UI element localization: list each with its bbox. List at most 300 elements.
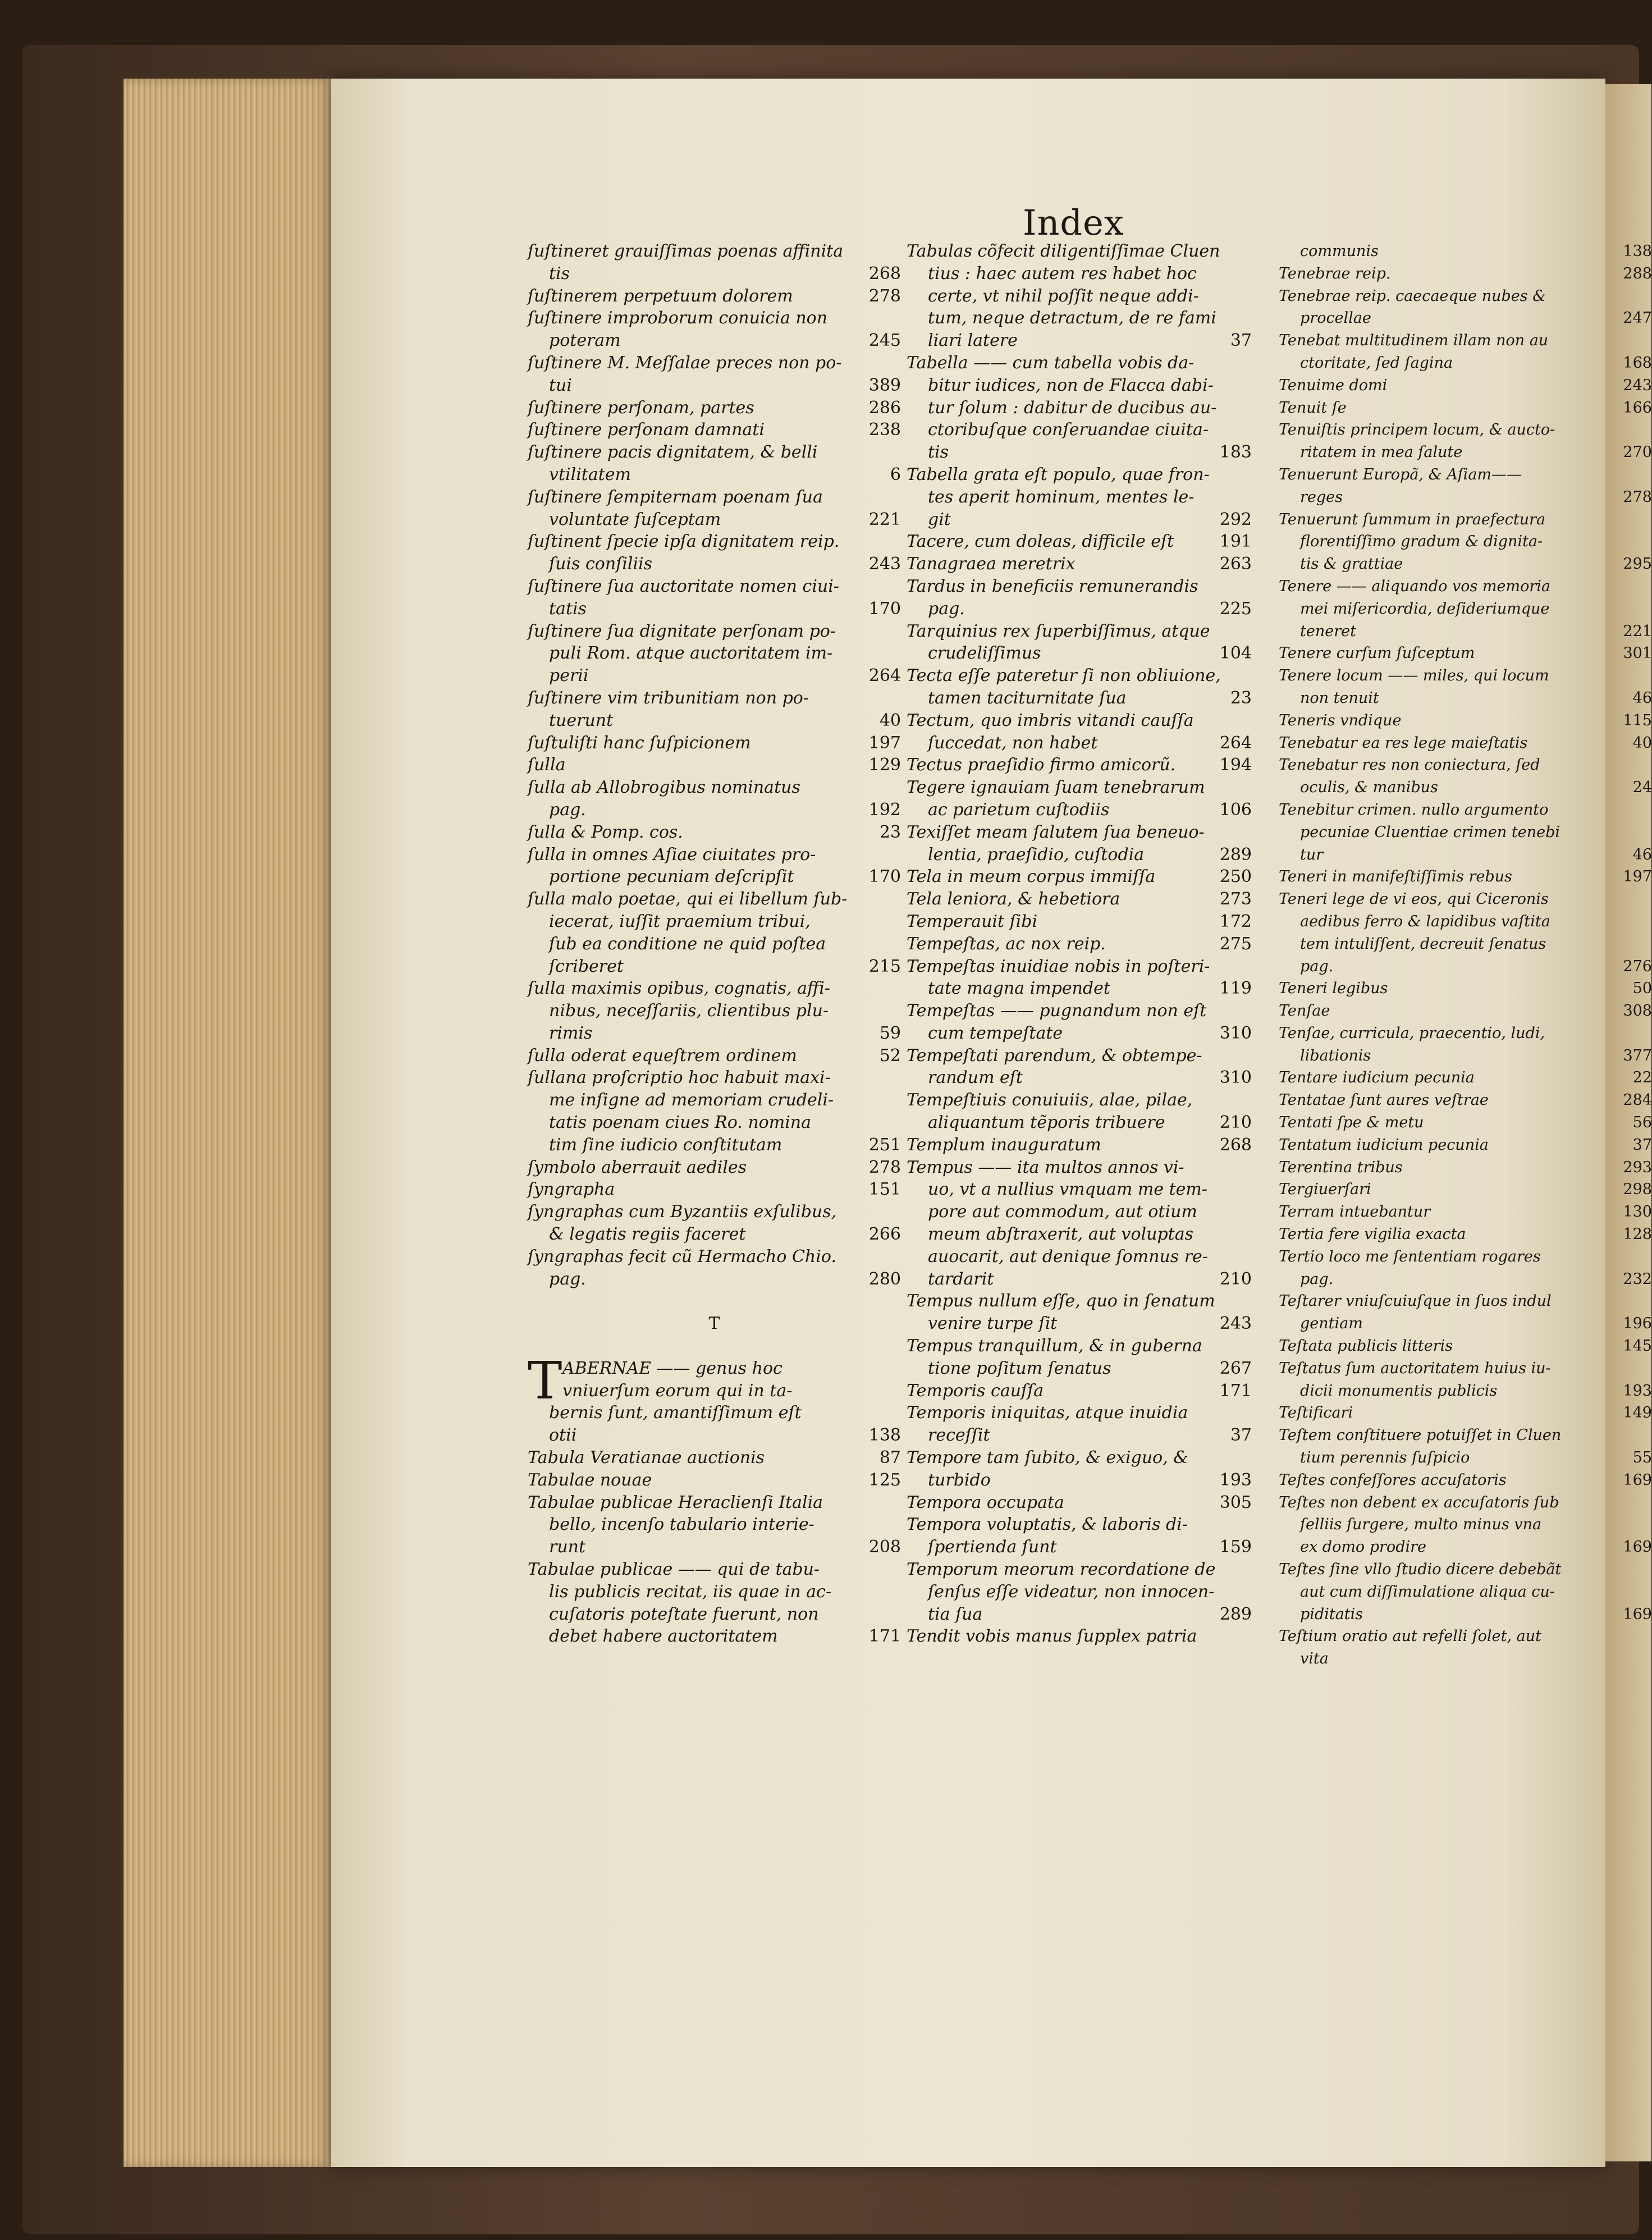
- entry-text: ABERNAE —— genus hoc: [562, 1358, 782, 1378]
- page-number: 264: [868, 666, 901, 686]
- index-entry-line: [907, 1581, 1252, 1603]
- index-entry-line: [528, 285, 901, 308]
- entry-text: tius : haec autem res habet hoc: [928, 263, 1197, 284]
- index-entry-line: [907, 1335, 1252, 1357]
- entry-text: Teſtatus ſum auctoritatem huius iu-: [1279, 1359, 1551, 1377]
- index-entry-line: [528, 1112, 901, 1134]
- entry-text: Tempeſtas inuidiae nobis in poſteri-: [907, 956, 1210, 976]
- page-number: 125: [868, 1470, 901, 1490]
- index-entry-line: [1279, 509, 1652, 531]
- page-number: 138: [868, 1425, 901, 1446]
- entry-text: me inſigne ad memoriam crudeli-: [549, 1090, 834, 1110]
- index-entry-line: [907, 307, 1252, 330]
- entry-text: mei miſericordia, deſideriumque: [1300, 600, 1550, 618]
- index-entry-line: [1279, 575, 1652, 598]
- index-entry-line: [907, 754, 1252, 776]
- page-number: 106: [1219, 799, 1252, 820]
- entry-text: Tempus tranquillum, & in guberna: [907, 1336, 1202, 1356]
- entry-text: Teneri in manifeſtiſſimis rebus: [1279, 868, 1512, 886]
- entry-text: tamen taciturnitate ſua: [928, 688, 1127, 708]
- entry-text: ſpertienda ſunt: [928, 1537, 1057, 1557]
- entry-text: florentiſſimo gradum & dignita-: [1300, 533, 1543, 551]
- entry-text: Tenſae, curricula, praecentio, ludi,: [1279, 1024, 1545, 1042]
- entry-text: Tabulae publicae Heraclienſi Italia: [528, 1492, 823, 1512]
- page-number: 59: [879, 1023, 901, 1043]
- entry-text: receſſit: [928, 1425, 990, 1446]
- index-entry-line: [1279, 1402, 1652, 1424]
- entry-text: Tabulas cõfecit diligentiſſimae Cluen: [907, 241, 1220, 261]
- index-entry-line: [528, 1469, 901, 1492]
- page-number: 145: [1623, 1337, 1652, 1355]
- entry-text: tis: [549, 263, 570, 284]
- index-entry-line: [528, 352, 901, 374]
- page-number: 245: [868, 331, 901, 351]
- page-number: 87: [879, 1448, 901, 1468]
- entry-text: voluntate ſuſceptam: [549, 509, 721, 529]
- index-column-1: [528, 240, 901, 1648]
- entry-text: iecerat, iuſſit praemium tribui,: [549, 911, 811, 931]
- entry-text: lis publicis recitat, iis quae in ac-: [549, 1581, 832, 1602]
- entry-text: ſuſtinent ſpecie ipſa dignitatem reip.: [528, 532, 840, 552]
- index-entry-line: [1279, 1603, 1652, 1626]
- index-column-3: [1279, 240, 1652, 1670]
- index-entry-line: [1279, 1089, 1652, 1112]
- index-entry-line: [907, 575, 1252, 598]
- index-entry-line: [528, 509, 901, 531]
- entry-text: Tenere locum —— miles, qui locum: [1279, 667, 1549, 685]
- index-entry-line: [1279, 1380, 1652, 1402]
- index-entry-line: [907, 1469, 1252, 1492]
- index-entry-line: [1279, 1558, 1652, 1581]
- entry-text: ſuſtinere pacis dignitatem, & belli: [528, 442, 818, 463]
- entry-text: perii: [549, 666, 589, 686]
- index-entry-line: [907, 933, 1252, 956]
- page-number: 6: [890, 464, 901, 484]
- index-entry-line: [1279, 1514, 1652, 1536]
- index-entry-line: [1279, 888, 1652, 911]
- index-entry-line: [1279, 1335, 1652, 1357]
- entry-text: tatis poenam ciues Ro. nomina: [549, 1113, 811, 1133]
- entry-text: ſenſus eſſe videatur, non innocen-: [928, 1581, 1215, 1602]
- page-number: 22: [1632, 1069, 1652, 1087]
- entry-text: Tabella grata eſt populo, quae fron-: [907, 464, 1210, 484]
- index-entry-line: [907, 1134, 1252, 1156]
- entry-text: libationis: [1300, 1046, 1371, 1064]
- index-entry-line: [1279, 665, 1652, 687]
- page-number: 197: [1623, 868, 1652, 886]
- index-entry-line: [528, 710, 901, 732]
- entry-text: tem intuliſſent, decreuit ſenatus: [1300, 935, 1546, 953]
- entry-text: tur ſolum : dabitur de ducibus au-: [928, 397, 1217, 418]
- entry-text: Tacere, cum doleas, difficile eſt: [907, 532, 1174, 552]
- index-entry-line: [528, 1223, 901, 1246]
- page-number: 168: [1623, 354, 1652, 372]
- page-number: 183: [1219, 442, 1252, 463]
- page-number: 149: [1623, 1404, 1652, 1422]
- entry-text: tuerunt: [549, 710, 614, 730]
- entry-text: Teſtem conſtituere potuiſſet in Cluen: [1279, 1427, 1562, 1444]
- index-entry-line: [1279, 1000, 1652, 1022]
- section-letter: [528, 1313, 901, 1335]
- entry-text: communis: [1300, 243, 1379, 260]
- page-number: 289: [1219, 844, 1252, 865]
- index-entry-line: [528, 1424, 901, 1447]
- entry-text: ſyngraphas cum Byzantiis exſulibus,: [528, 1202, 837, 1222]
- entry-text: tium perennis ſuſpicio: [1300, 1449, 1470, 1467]
- entry-text: Tentati ſpe & metu: [1279, 1114, 1424, 1132]
- index-entry-line: [1279, 1045, 1652, 1067]
- index-entry-line: [1279, 1022, 1652, 1045]
- entry-text: Teſtes confeſſores accuſatoris: [1279, 1471, 1507, 1489]
- index-entry-line: [528, 1380, 901, 1402]
- page-number: 215: [868, 956, 901, 976]
- entry-text: tia ſua: [928, 1604, 983, 1624]
- page-number: 50: [1632, 980, 1652, 998]
- index-entry-line: [528, 866, 901, 888]
- entry-text: runt: [549, 1537, 586, 1557]
- entry-text: Tenere curſum ſuſceptum: [1279, 644, 1475, 662]
- index-entry-line: [907, 732, 1252, 755]
- page-number: 194: [1219, 755, 1252, 775]
- page-number: 276: [1623, 957, 1652, 975]
- page-number: 280: [868, 1269, 901, 1289]
- index-column-2: [907, 240, 1252, 1648]
- page-number: 208: [868, 1537, 901, 1557]
- index-entry-line: [528, 263, 901, 285]
- page-number: 278: [868, 1157, 901, 1177]
- entry-text: Temporis iniquitas, atque inuidia: [907, 1403, 1188, 1423]
- index-entry-line: [907, 263, 1252, 285]
- index-entry-line: [1279, 486, 1652, 509]
- entry-text: piditatis: [1300, 1605, 1363, 1623]
- entry-text: pecuniae Cluentiae crimen tenebi: [1300, 823, 1560, 841]
- entry-text: tes aperit hominum, mentes le-: [928, 487, 1195, 507]
- page-number: 232: [1623, 1270, 1652, 1288]
- entry-text: ſuſtinere improborum conuicia non: [528, 308, 828, 328]
- entry-text: Tenuime domi: [1279, 376, 1388, 394]
- page-number: 221: [868, 509, 901, 529]
- index-entry-line: [528, 1178, 901, 1201]
- entry-text: git: [928, 509, 951, 529]
- page-number: 225: [1219, 598, 1252, 619]
- index-entry-line: [528, 330, 901, 352]
- entry-text: pag.: [928, 598, 965, 619]
- page-number: 266: [868, 1224, 901, 1245]
- entry-text: teneret: [1300, 622, 1356, 640]
- index-entry-line: [907, 1424, 1252, 1447]
- page-number: 310: [1219, 1023, 1252, 1043]
- index-entry-line: [907, 1156, 1252, 1179]
- page-number: 210: [1219, 1269, 1252, 1289]
- entry-text: T: [708, 1314, 720, 1334]
- entry-text: Tenere —— aliquando vos memoria: [1279, 577, 1550, 595]
- entry-text: Tela leniora, & hebetiora: [907, 889, 1120, 909]
- entry-text: ſyngraphas fecit cũ Hermacho Chio.: [528, 1246, 836, 1267]
- page-number: 171: [868, 1626, 901, 1647]
- entry-text: Tenebatur res non coniectura, ſed: [1279, 756, 1540, 774]
- entry-text: vtilitatem: [549, 464, 631, 484]
- index-entry-line: [528, 1246, 901, 1268]
- page-number: 128: [1623, 1226, 1652, 1244]
- entry-text: ſuſtinere M. Meſſalae preces non po-: [528, 353, 842, 373]
- page-number: 24: [1632, 779, 1652, 797]
- entry-text: bello, incenſo tabulario interie-: [549, 1515, 814, 1535]
- index-entry-line: [907, 285, 1252, 308]
- index-entry-line: [528, 620, 901, 643]
- index-entry-line: [528, 1156, 901, 1179]
- entry-text: Tecta eſſe pateretur ſi non obliuione,: [907, 666, 1221, 686]
- entry-text: meum abſtraxerit, aut voluptas: [928, 1224, 1193, 1245]
- index-entry-line: [528, 531, 901, 553]
- page-number: 37: [1230, 1425, 1252, 1446]
- entry-text: Tempore tam ſubito, & exiguo, &: [907, 1448, 1188, 1468]
- page-number: 243: [868, 554, 901, 574]
- index-entry-line: [1279, 1201, 1652, 1223]
- entry-text: crudeliſſimus: [928, 643, 1041, 664]
- page-number: 377: [1623, 1046, 1652, 1064]
- page-number: 46: [1632, 689, 1652, 707]
- index-entry-line: [907, 888, 1252, 911]
- entry-text: ſuſtinere vim tribunitiam non po-: [528, 688, 809, 708]
- entry-text: Tectus praeſidio firmo amicorũ.: [907, 755, 1176, 775]
- index-entry-line: [907, 866, 1252, 888]
- index-entry-line: [1279, 844, 1652, 866]
- entry-text: ſuſtinere ſua auctoritate nomen ciui-: [528, 576, 839, 596]
- entry-text: Tabulae publicae —— qui de tabu-: [528, 1560, 820, 1580]
- entry-text: Tentatum iudicium pecunia: [1279, 1136, 1489, 1154]
- index-entry-line: [907, 598, 1252, 620]
- page-number: 288: [1623, 264, 1652, 282]
- entry-text: auocarit, aut denique ſomnus re-: [928, 1246, 1208, 1267]
- page-edges: [123, 79, 337, 2167]
- entry-text: tardarit: [928, 1269, 994, 1289]
- page-number: 23: [1230, 688, 1252, 708]
- entry-text: Teneri legibus: [1279, 980, 1388, 998]
- index-entry-line: [1279, 397, 1652, 419]
- index-entry-line: [907, 509, 1252, 531]
- index-entry-line: [907, 977, 1252, 1000]
- page-number: 210: [1219, 1113, 1252, 1133]
- index-entry-line: [528, 575, 901, 598]
- page-number: 170: [868, 598, 901, 619]
- entry-text: Teſtium oratio aut refelli ſolet, aut: [1279, 1628, 1542, 1645]
- page-number: 298: [1623, 1181, 1652, 1199]
- index-entry-line: [907, 352, 1252, 374]
- page-number: 159: [1219, 1537, 1252, 1557]
- index-entry-line: [1279, 1469, 1652, 1492]
- entry-text: cuſatoris poteſtate fuerunt, non: [549, 1604, 819, 1624]
- entry-text: vniuerſum eorum qui in ta-: [562, 1380, 793, 1401]
- entry-text: Tempeſtas, ac nox reip.: [907, 934, 1106, 954]
- entry-text: gentiam: [1300, 1315, 1363, 1333]
- page-number: 55: [1632, 1449, 1652, 1467]
- entry-text: reges: [1300, 488, 1343, 506]
- page-number: 191: [1219, 532, 1252, 552]
- page-number: 46: [1632, 845, 1652, 863]
- index-entry-line: [528, 598, 901, 620]
- index-entry-line: [528, 397, 901, 419]
- index-entry-line: [528, 1134, 901, 1156]
- entry-text: Teneris vndique: [1279, 711, 1402, 729]
- index-entry-line: [1279, 1246, 1652, 1268]
- index-entry-line: [1279, 330, 1652, 352]
- index-entry-line: [907, 1067, 1252, 1089]
- index-entry-line: [1279, 1625, 1652, 1648]
- index-entry-line: [1279, 374, 1652, 397]
- index-entry-line: [528, 1045, 901, 1067]
- page-number: 119: [1219, 979, 1252, 999]
- index-entry-line: [528, 1558, 901, 1581]
- entry-text: ſuſtinerem perpetuum dolorem: [528, 286, 793, 306]
- index-entry-line: [1279, 710, 1652, 732]
- page-number: 115: [1623, 711, 1652, 729]
- entry-text: Tentatae ſunt aures veſtrae: [1279, 1091, 1489, 1109]
- entry-text: Tempus nullum eſſe, quo in ſenatum: [907, 1291, 1215, 1311]
- index-entry-line: [1279, 441, 1652, 464]
- entry-text: Temporum meorum recordatione de: [907, 1560, 1216, 1580]
- page-number: 284: [1623, 1091, 1652, 1109]
- entry-text: dicii monumentis publicis: [1300, 1382, 1498, 1400]
- page-number: 169: [1623, 1471, 1652, 1489]
- index-entry-line: [1279, 1424, 1652, 1447]
- entry-text: Tendit vobis manus ſupplex patria: [907, 1626, 1197, 1647]
- entry-text: Tabulae nouae: [528, 1470, 652, 1490]
- entry-text: turbido: [928, 1470, 991, 1490]
- entry-text: Texiſſet meam ſalutem ſua beneuo-: [907, 822, 1205, 842]
- entry-text: rimis: [549, 1023, 593, 1043]
- page-number: 193: [1219, 1470, 1252, 1490]
- entry-text: vita: [1300, 1650, 1329, 1668]
- index-entry-line: [907, 776, 1252, 799]
- page-number: 169: [1623, 1605, 1652, 1623]
- index-entry-line: [907, 330, 1252, 352]
- entry-text: Tenebitur crimen. nullo argumento: [1279, 801, 1549, 819]
- index-entry-line: [1279, 263, 1652, 285]
- entry-text: aut cum diſſimulatione aliqua cu-: [1300, 1583, 1555, 1601]
- page-number: 238: [868, 420, 901, 440]
- entry-text: ex domo prodire: [1300, 1538, 1427, 1556]
- index-entry-line: [528, 665, 901, 687]
- index-entry-line: [907, 1290, 1252, 1313]
- page-number: 166: [1623, 399, 1652, 417]
- entry-text: pag.: [549, 1269, 586, 1289]
- entry-text: ſelliis ſurgere, multo minus vna: [1300, 1516, 1542, 1534]
- index-entry-line: [907, 397, 1252, 419]
- index-entry-line: [1279, 977, 1652, 1000]
- index-entry-line: [528, 642, 901, 665]
- index-entry-line: [907, 1313, 1252, 1335]
- index-entry-line: [528, 553, 901, 575]
- page-number: 40: [879, 710, 901, 730]
- blank-line: [528, 1335, 901, 1357]
- index-entry-line: [1279, 642, 1652, 665]
- index-entry-line: [907, 1246, 1252, 1268]
- entry-text: Templum inauguratum: [907, 1135, 1101, 1155]
- index-entry-line: [907, 844, 1252, 866]
- index-entry-line: [528, 799, 901, 821]
- index-entry-line: [528, 1625, 901, 1648]
- entry-text: ſuccedat, non habet: [928, 733, 1098, 753]
- entry-text: Tegere ignauiam ſuam tenebrarum: [907, 778, 1205, 798]
- index-entry-line: [1279, 1447, 1652, 1469]
- entry-text: ſulla & Pomp. cos.: [528, 822, 683, 842]
- page-number: 305: [1219, 1492, 1252, 1512]
- entry-text: ſuis conſiliis: [549, 554, 653, 574]
- page-number: 293: [1623, 1158, 1652, 1176]
- index-entry-line: [528, 1492, 901, 1514]
- page-header-title: Index: [1023, 202, 1124, 243]
- entry-text: Teneri lege de vi eos, qui Ciceronis: [1279, 890, 1549, 908]
- index-entry-line: [1279, 776, 1652, 799]
- page-number: 243: [1219, 1314, 1252, 1334]
- page-number: 389: [868, 375, 901, 395]
- index-entry-line: [528, 956, 901, 978]
- entry-text: tui: [549, 375, 572, 395]
- entry-text: Tempeſtiuis conuiuiis, alae, pilae,: [907, 1090, 1193, 1110]
- index-entry-line: [1279, 911, 1652, 933]
- index-entry-line: [1279, 352, 1652, 374]
- index-entry-line: [907, 1112, 1252, 1134]
- page-number: 56: [1632, 1114, 1652, 1132]
- entry-text: tum, neque detractum, de re fami: [928, 308, 1216, 328]
- index-entry-line: [1279, 1648, 1652, 1670]
- entry-text: ſcriberet: [549, 956, 624, 976]
- index-entry-line: [907, 821, 1252, 844]
- index-entry-line: [1279, 1134, 1652, 1156]
- index-entry-line: [907, 1536, 1252, 1558]
- index-entry-line: [528, 1089, 901, 1112]
- index-entry-line: [1279, 307, 1652, 330]
- entry-text: Teſtes non debent ex accuſatoris ſub: [1279, 1493, 1559, 1511]
- index-entry-line: [528, 911, 901, 933]
- index-entry-line: [907, 486, 1252, 509]
- page-number: 310: [1219, 1068, 1252, 1088]
- page-number: 40: [1632, 734, 1652, 752]
- index-entry-line: [907, 642, 1252, 665]
- index-entry-line: [907, 1000, 1252, 1022]
- entry-text: ctoritate, ſed ſagina: [1300, 354, 1453, 372]
- entry-text: cum tempeſtate: [928, 1023, 1063, 1043]
- entry-text: otii: [549, 1425, 577, 1446]
- index-entry-line: [907, 1380, 1252, 1402]
- index-entry-line: [907, 553, 1252, 575]
- entry-text: Tela in meum corpus immiſſa: [907, 867, 1156, 887]
- index-entry-line: [528, 844, 901, 866]
- entry-text: ſulla oderat equeſtrem ordinem: [528, 1045, 797, 1066]
- entry-text: ſuſtinere ſua dignitate perſonam po-: [528, 621, 836, 641]
- index-entry-line: [907, 464, 1252, 486]
- entry-text: Tenuit ſe: [1279, 399, 1347, 417]
- entry-text: aedibus ferro & lapidibus vaſtita: [1300, 912, 1550, 930]
- index-entry-line: [528, 1022, 901, 1045]
- entry-text: ſuſtinere ſempiternam poenam ſua: [528, 487, 823, 507]
- entry-text: pag.: [1300, 1270, 1334, 1288]
- entry-text: tis & grattiae: [1300, 555, 1403, 573]
- entry-text: Tanagraea meretrix: [907, 554, 1076, 574]
- index-entry-line: [907, 1045, 1252, 1067]
- page-number: 197: [868, 733, 901, 753]
- entry-text: poteram: [549, 331, 621, 351]
- index-entry-line: [528, 464, 901, 486]
- page-number: 196: [1623, 1315, 1652, 1333]
- page-number: 295: [1623, 555, 1652, 573]
- index-entry-line: [1279, 754, 1652, 776]
- index-entry-line: [1279, 1313, 1652, 1335]
- page-number: 308: [1623, 1002, 1652, 1020]
- index-entry-line: [1279, 799, 1652, 821]
- entry-text: Tertia fere vigilia exacta: [1279, 1226, 1466, 1244]
- entry-text: Teſtes ſine vllo ſtudio dicere debebãt: [1279, 1561, 1562, 1579]
